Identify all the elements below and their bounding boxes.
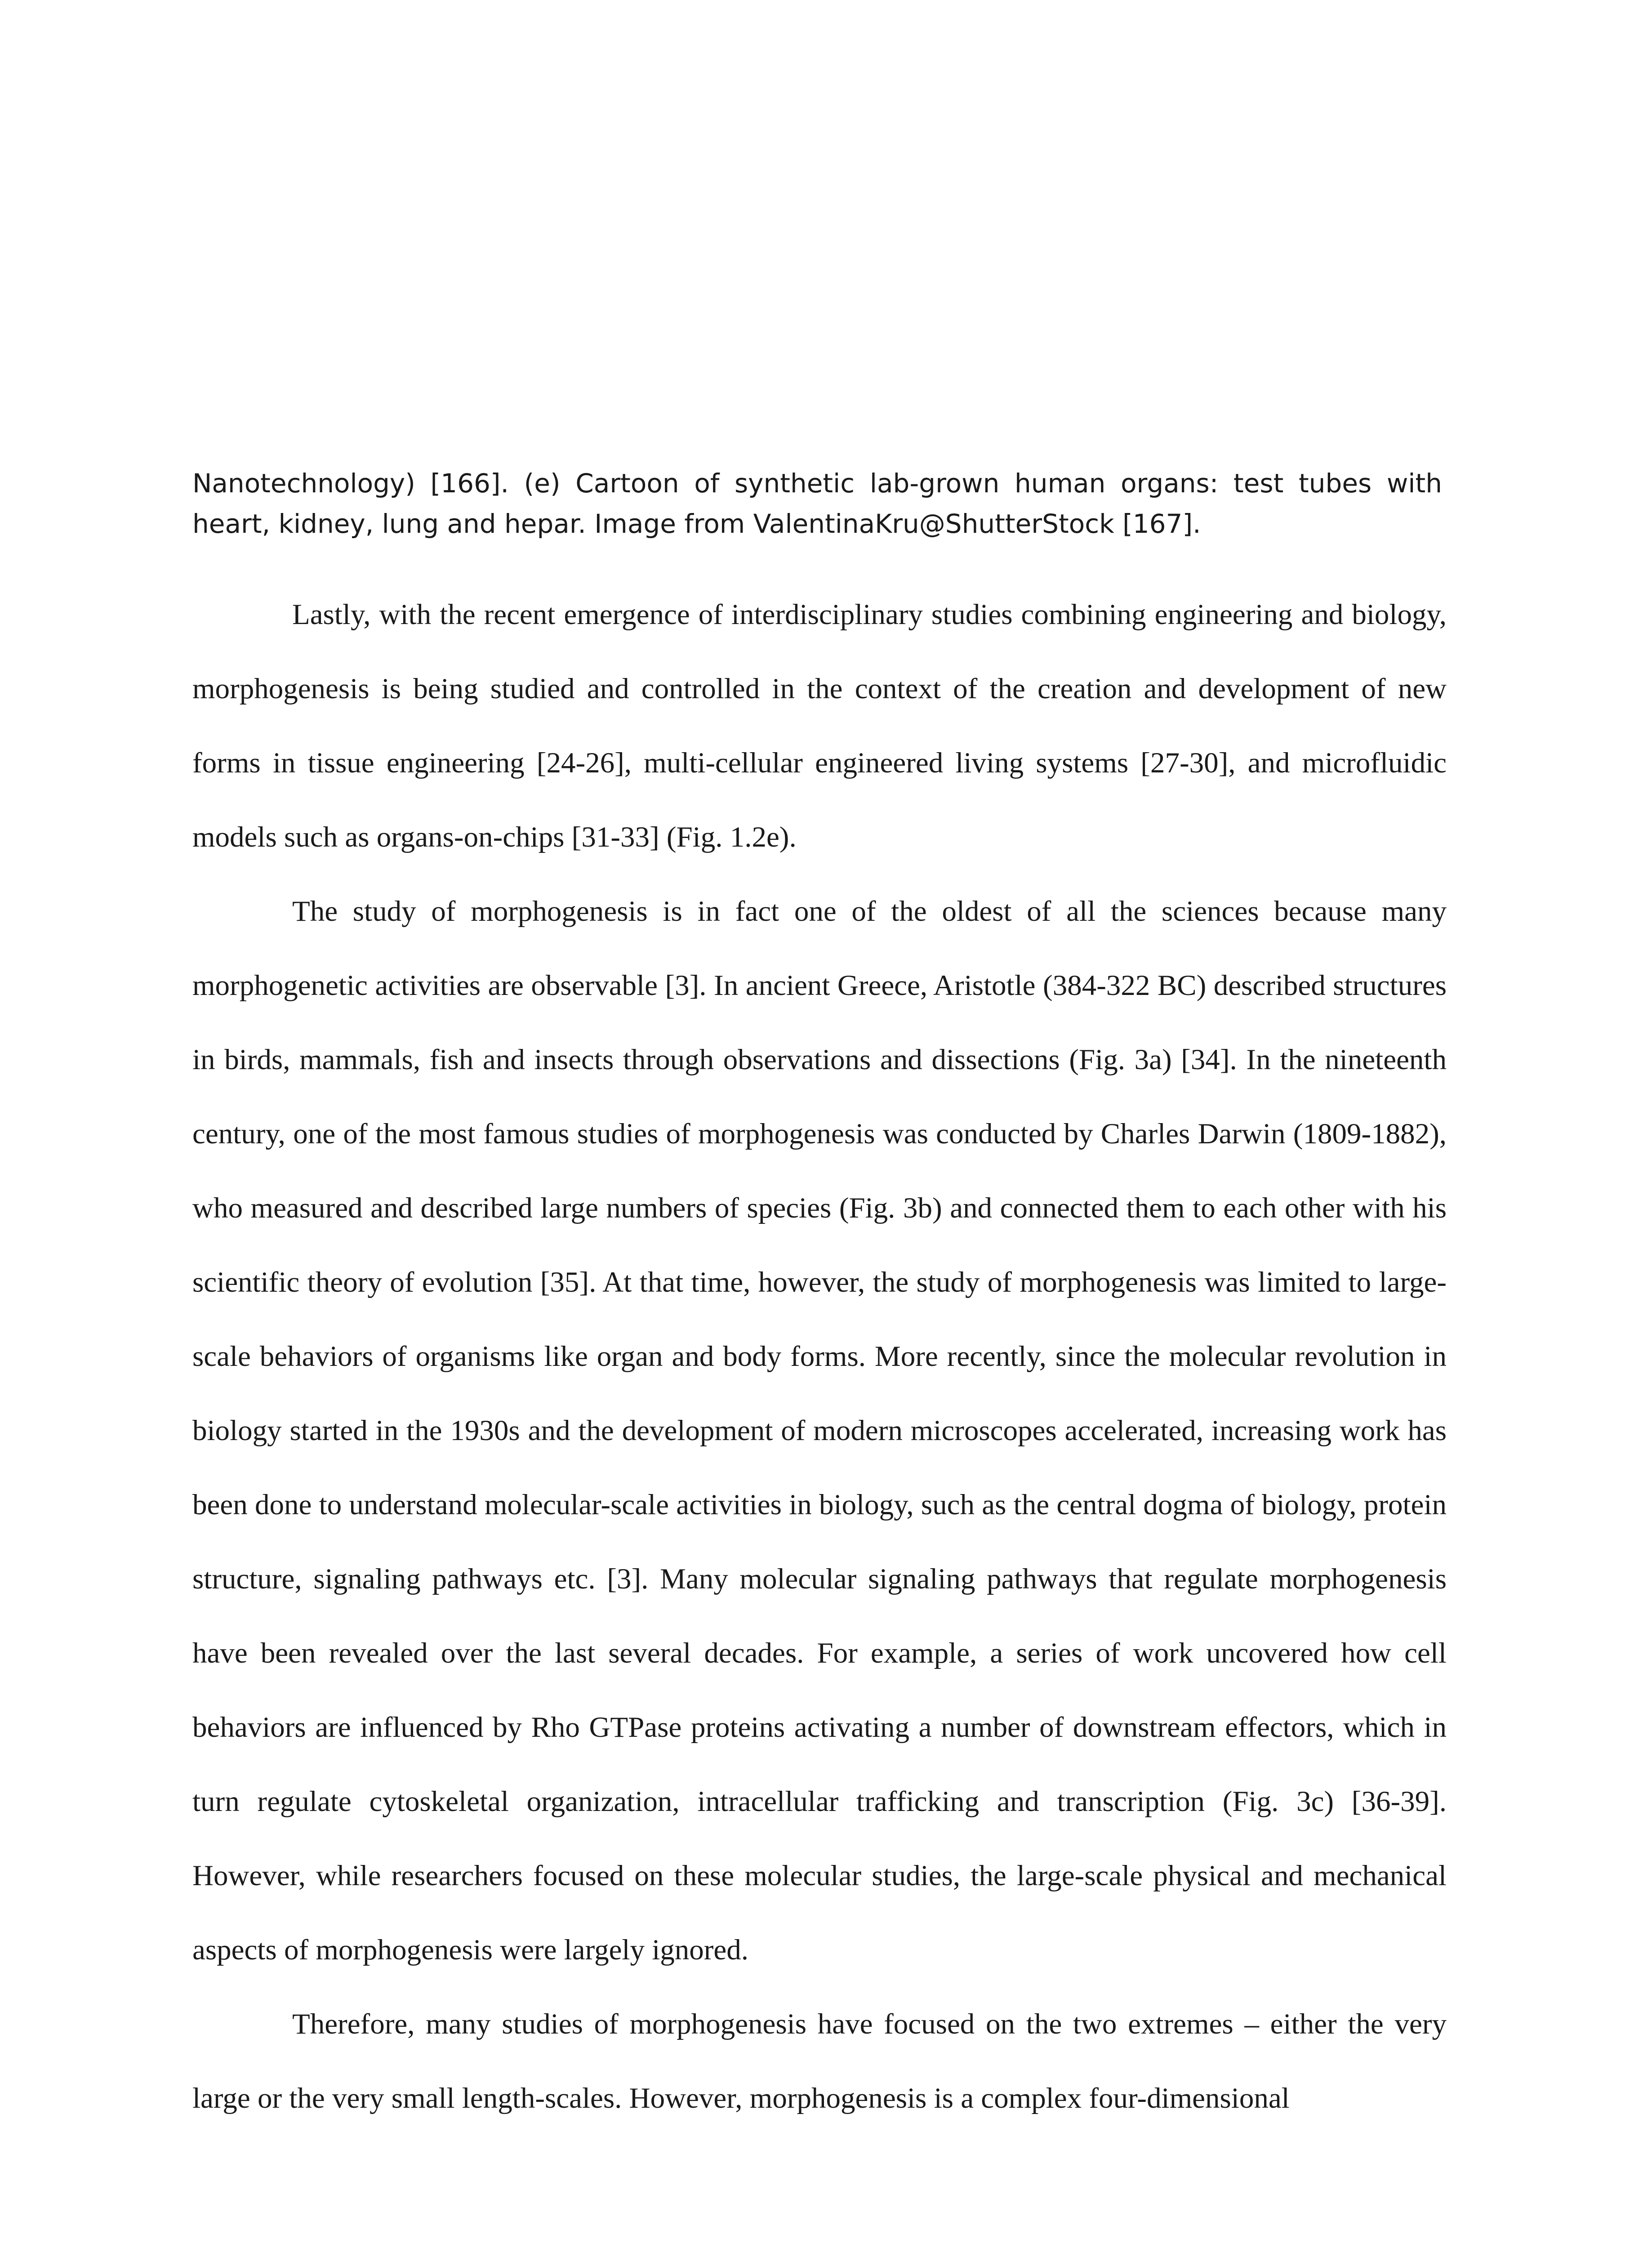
figure-caption-continuation: Nanotechnology) [166]. (e) Cartoon of synthetic lab-grown human organs: test tubes with heart, kidney, lung and hepar. Image from ValentinaKru@ShutterStock [167]. (192, 468, 1442, 539)
body-text (192, 578, 1447, 2136)
paragraph-engineering-biology: Lastly, with the recent emergence of interdisciplinary studies combining engineering and biology, morphogenesis is being studied and controlled in the context of the creation and development of new forms in tissue engineering [24-26], multi-cellular engineered living systems [27-30], and microfluidic models such as organs-on-chips [31-33] (Fig. 1.2e). (192, 598, 1447, 853)
paragraph-history-of-morphogenesis: The study of morphogenesis is in fact one of the oldest of all the sciences because many morphogenetic activities are observable [3]. In ancient Greece, Aristotle (384-322 BC) described structures in birds, mammals, fish and insects through observations and dissections (Fig. 3a) [34]. In the nineteenth century, one of the most famous studies of morphogenesis was conducted by Charles Darwin (1809-1882), who measured and described large numbers of species (Fig. 3b) and connected them to each other with his scientific theory of evolution [35]. At that time, however, the study of morphogenesis was limited to large-scale behaviors of organisms like organ and body forms. More recently, since the molecular revolution in biology started in the 1930s and the development of modern microscopes accelerated, increasing work has been done to understand molecular-scale activities in biology, such as the central dogma of biology, protein structure, signaling pathways etc. [3]. Many molecular signaling pathways that regulate morphogenesis have been revealed over the last several decades. For example, a series of work uncovered how cell behaviors are influenced by Rho GTPase proteins activating a number of downstream effectors, which in turn regulate cytoskeletal organization, intracellular trafficking and transcription (Fig. 3c) [36-39]. However, while researchers focused on these molecular studies, the large-scale physical and mechanical aspects of morphogenesis were largely ignored. (192, 895, 1447, 1966)
paragraph-two-extremes: Therefore, many studies of morphogenesis have focused on the two extremes – either the very large or the very small length-scales. However, morphogenesis is a complex four-dimensional (192, 2008, 1447, 2114)
